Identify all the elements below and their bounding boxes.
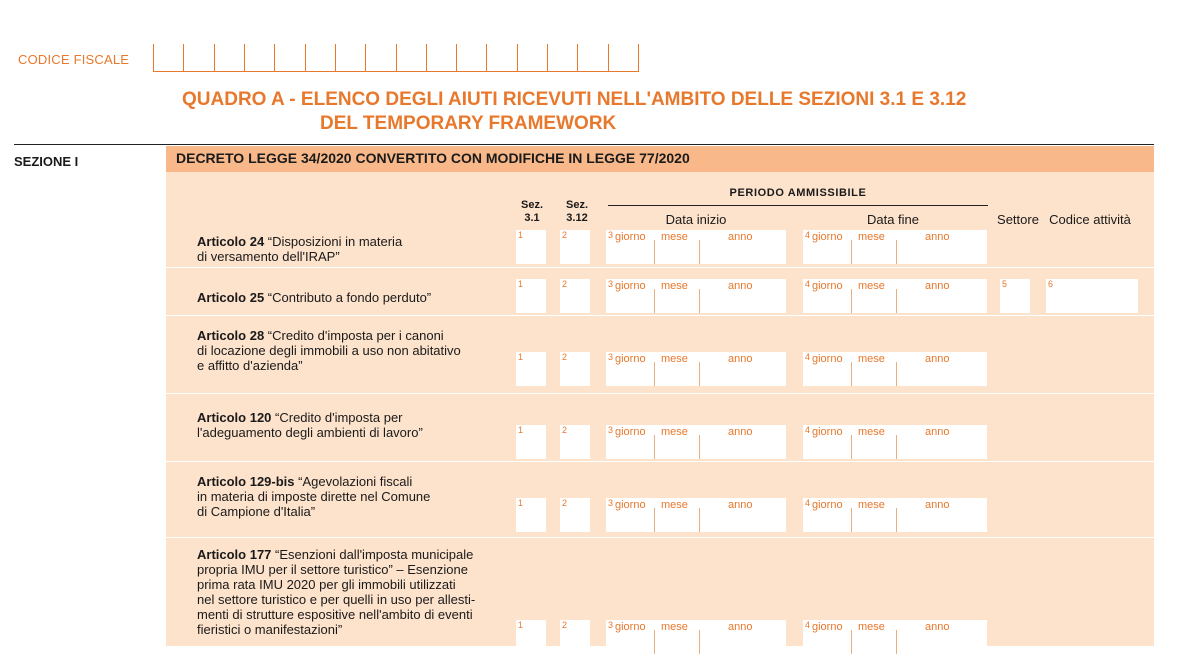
anno-label: anno <box>925 231 950 243</box>
giorno-label: giorno <box>812 621 843 633</box>
date-divider <box>851 289 852 313</box>
row-description-line <box>197 547 475 562</box>
sez-312-field[interactable] <box>560 498 590 532</box>
row-description-line: di Campione d'Italia” <box>197 504 316 519</box>
sez-312-field[interactable] <box>560 425 590 459</box>
row-description-line <box>197 474 430 489</box>
row-description-line <box>197 234 402 249</box>
data-fine-field[interactable] <box>803 230 987 264</box>
codice-fiscale-input[interactable] <box>153 44 639 72</box>
row-description-line: propria IMU per il settore turistico” – Esenzione <box>197 562 468 577</box>
mese-label: mese <box>661 231 688 243</box>
date-divider <box>654 435 655 459</box>
giorno-label: giorno <box>615 231 646 243</box>
field-number: 2 <box>562 279 568 289</box>
cf-box-divider <box>426 44 427 72</box>
field-number: 2 <box>562 498 568 508</box>
giorno-label: giorno <box>812 353 843 365</box>
anno-label: anno <box>925 621 950 633</box>
sez-312-field[interactable] <box>560 352 590 386</box>
giorno-label: giorno <box>812 231 843 243</box>
cf-box-divider <box>365 44 366 72</box>
cf-box-divider <box>577 44 578 72</box>
field-number: 4 <box>805 498 811 508</box>
data-inizio-field[interactable] <box>606 425 786 459</box>
field-number: 4 <box>805 230 811 240</box>
article-number: Articolo 177 <box>197 547 272 562</box>
field-number: 5 <box>1002 279 1008 289</box>
anno-label: anno <box>728 621 753 633</box>
row-description-line: nel settore turistico e per quelli in uso per allesti- <box>197 592 476 607</box>
col-sez-31-line1: Sez. <box>520 199 543 211</box>
row-description-line: menti di strutture espositive nell'ambito di eventi <box>197 607 473 622</box>
field-number: 1 <box>518 279 524 289</box>
row-description-line <box>197 328 461 343</box>
page-title <box>182 88 1082 136</box>
date-divider <box>654 508 655 532</box>
date-divider <box>896 508 897 532</box>
giorno-label: giorno <box>615 280 646 292</box>
data-inizio-field[interactable] <box>606 498 786 532</box>
row-description-line <box>197 290 431 305</box>
giorno-label: giorno <box>615 499 646 511</box>
col-sez-312-line2: 3.12 <box>566 212 588 224</box>
form-row <box>166 268 1154 316</box>
article-number: Articolo 28 <box>197 328 265 343</box>
field-number: 1 <box>518 498 524 508</box>
section-label: SEZIONE I <box>14 154 79 169</box>
article-title: “Agevolazioni fiscali <box>294 474 413 489</box>
cf-box-divider <box>456 44 457 72</box>
giorno-label: giorno <box>812 280 843 292</box>
giorno-label: giorno <box>812 499 843 511</box>
field-number: 2 <box>562 620 568 630</box>
col-sez-31 <box>518 199 546 225</box>
mese-label: mese <box>661 426 688 438</box>
field-number: 4 <box>805 425 811 435</box>
mese-label: mese <box>858 353 885 365</box>
anno-label: anno <box>925 499 950 511</box>
article-number: Articolo 24 <box>197 234 265 249</box>
sez-312-field[interactable] <box>560 279 590 313</box>
article-title: “Credito d'imposta per i canoni <box>264 328 444 343</box>
data-fine-field[interactable] <box>803 425 987 459</box>
row-description-line: di locazione degli immobili a uso non abitativo <box>197 343 461 358</box>
sez-31-field[interactable] <box>516 425 546 459</box>
col-data-inizio: Data inizio <box>665 212 727 227</box>
col-periodo-ammissibile: PERIODO AMMISSIBILE <box>729 187 867 199</box>
row-description <box>197 474 430 519</box>
date-divider <box>851 362 852 386</box>
field-number: 3 <box>608 425 614 435</box>
date-divider <box>654 289 655 313</box>
date-divider <box>851 240 852 264</box>
title-line-2: DEL TEMPORARY FRAMEWORK <box>320 113 617 134</box>
article-title: “Credito d'imposta per <box>271 410 403 425</box>
sez-31-field[interactable] <box>516 352 546 386</box>
col-sez-312-line1: Sez. <box>565 199 588 211</box>
cf-box-divider <box>335 44 336 72</box>
data-inizio-field[interactable] <box>606 279 786 313</box>
date-divider <box>896 362 897 386</box>
data-fine-field[interactable] <box>803 279 987 313</box>
field-number: 2 <box>562 352 568 362</box>
data-fine-field[interactable] <box>803 620 987 654</box>
date-divider <box>699 362 700 386</box>
mese-label: mese <box>858 280 885 292</box>
anno-label: anno <box>728 353 753 365</box>
field-number: 1 <box>518 425 524 435</box>
anno-label: anno <box>728 426 753 438</box>
field-number: 3 <box>608 620 614 630</box>
giorno-label: giorno <box>812 426 843 438</box>
field-number: 1 <box>518 620 524 630</box>
field-number: 3 <box>608 498 614 508</box>
cf-baseline <box>153 71 639 72</box>
cf-box-divider <box>638 44 639 72</box>
giorno-label: giorno <box>615 621 646 633</box>
cf-box-divider <box>547 44 548 72</box>
col-sez-312 <box>561 199 593 225</box>
form-row <box>166 228 1154 268</box>
field-number: 4 <box>805 620 811 630</box>
mese-label: mese <box>858 426 885 438</box>
field-number: 4 <box>805 279 811 289</box>
article-title: “Contributo a fondo perduto” <box>264 290 432 305</box>
mese-label: mese <box>858 499 885 511</box>
data-inizio-field[interactable] <box>606 352 786 386</box>
cf-box-divider <box>183 44 184 72</box>
anno-label: anno <box>925 353 950 365</box>
divider <box>608 205 988 206</box>
cf-box-divider <box>214 44 215 72</box>
row-description-line: e affitto d'azienda” <box>197 358 303 373</box>
sez-31-field[interactable] <box>516 620 546 654</box>
row-description <box>197 328 461 373</box>
col-codice-attivita: Codice attività <box>1049 212 1131 227</box>
row-description <box>197 290 431 305</box>
settore-field[interactable] <box>1000 279 1030 313</box>
field-number: 3 <box>608 279 614 289</box>
codice-fiscale-label: CODICE FISCALE <box>18 52 130 67</box>
col-sez-31-line2: 3.1 <box>524 212 540 224</box>
title-line-1: QUADRO A - ELENCO DEGLI AIUTI RICEVUTI NELL'AMBITO DELLE SEZIONI 3.1 E 3.12 <box>182 89 967 110</box>
field-number: 1 <box>518 352 524 362</box>
sez-31-field[interactable] <box>516 230 546 264</box>
cf-box-divider <box>274 44 275 72</box>
sez-31-field[interactable] <box>516 498 546 532</box>
field-number: 4 <box>805 352 811 362</box>
field-number: 2 <box>562 425 568 435</box>
cf-box-divider <box>608 44 609 72</box>
data-fine-field[interactable] <box>803 352 987 386</box>
date-divider <box>654 362 655 386</box>
article-number: Articolo 129-bis <box>197 474 295 489</box>
divider <box>14 144 1154 145</box>
row-description <box>197 234 402 264</box>
article-title: “Esenzioni dall'imposta municipale <box>271 547 474 562</box>
cf-box-divider <box>517 44 518 72</box>
date-divider <box>699 240 700 264</box>
date-divider <box>654 240 655 264</box>
panel-heading-text: DECRETO LEGGE 34/2020 CONVERTITO CON MODIFICHE IN LEGGE 77/2020 <box>176 150 690 166</box>
field-number: 3 <box>608 352 614 362</box>
panel-heading <box>166 146 1154 172</box>
date-divider <box>699 289 700 313</box>
row-description <box>197 410 423 440</box>
cf-box-divider <box>305 44 306 72</box>
anno-label: anno <box>925 280 950 292</box>
data-fine-field[interactable] <box>803 498 987 532</box>
row-description-line: di versamento dell'IRAP” <box>197 249 340 264</box>
form-row <box>166 538 1154 648</box>
cf-box-divider <box>244 44 245 72</box>
row-description-line: prima rata IMU 2020 per gli immobili utilizzati <box>197 577 456 592</box>
row-description <box>197 547 475 637</box>
date-divider <box>699 435 700 459</box>
cf-box-divider <box>153 44 154 72</box>
date-divider <box>896 289 897 313</box>
giorno-label: giorno <box>615 353 646 365</box>
form-row <box>166 394 1154 462</box>
date-divider <box>699 508 700 532</box>
cf-box-divider <box>396 44 397 72</box>
data-inizio-field[interactable] <box>606 230 786 264</box>
date-divider <box>851 508 852 532</box>
row-description-line: in materia di imposte dirette nel Comune <box>197 489 431 504</box>
article-number: Articolo 25 <box>197 290 265 305</box>
anno-label: anno <box>728 280 753 292</box>
sez-312-field[interactable] <box>560 620 590 654</box>
mese-label: mese <box>661 499 688 511</box>
col-settore: Settore <box>997 212 1039 227</box>
article-title: “Disposizioni in materia <box>264 234 403 249</box>
mese-label: mese <box>661 621 688 633</box>
date-divider <box>896 240 897 264</box>
mese-label: mese <box>858 231 885 243</box>
sez-312-field[interactable] <box>560 230 590 264</box>
codice-attivita-field[interactable] <box>1046 279 1138 313</box>
date-divider <box>851 435 852 459</box>
anno-label: anno <box>728 231 753 243</box>
field-number: 1 <box>518 230 524 240</box>
cf-box-divider <box>486 44 487 72</box>
field-number: 6 <box>1048 279 1054 289</box>
form-row <box>166 462 1154 538</box>
row-description-line: l'adeguamento degli ambienti di lavoro” <box>197 425 423 440</box>
col-data-fine: Data fine <box>866 212 920 227</box>
row-description-line: fieristici o manifestazioni” <box>197 622 343 637</box>
row-description-line <box>197 410 423 425</box>
mese-label: mese <box>661 353 688 365</box>
field-number: 2 <box>562 230 568 240</box>
giorno-label: giorno <box>615 426 646 438</box>
anno-label: anno <box>728 499 753 511</box>
date-divider <box>896 435 897 459</box>
data-inizio-field[interactable] <box>606 620 786 654</box>
mese-label: mese <box>858 621 885 633</box>
field-number: 3 <box>608 230 614 240</box>
anno-label: anno <box>925 426 950 438</box>
mese-label: mese <box>661 280 688 292</box>
form-row <box>166 316 1154 394</box>
article-number: Articolo 120 <box>197 410 272 425</box>
sez-31-field[interactable] <box>516 279 546 313</box>
